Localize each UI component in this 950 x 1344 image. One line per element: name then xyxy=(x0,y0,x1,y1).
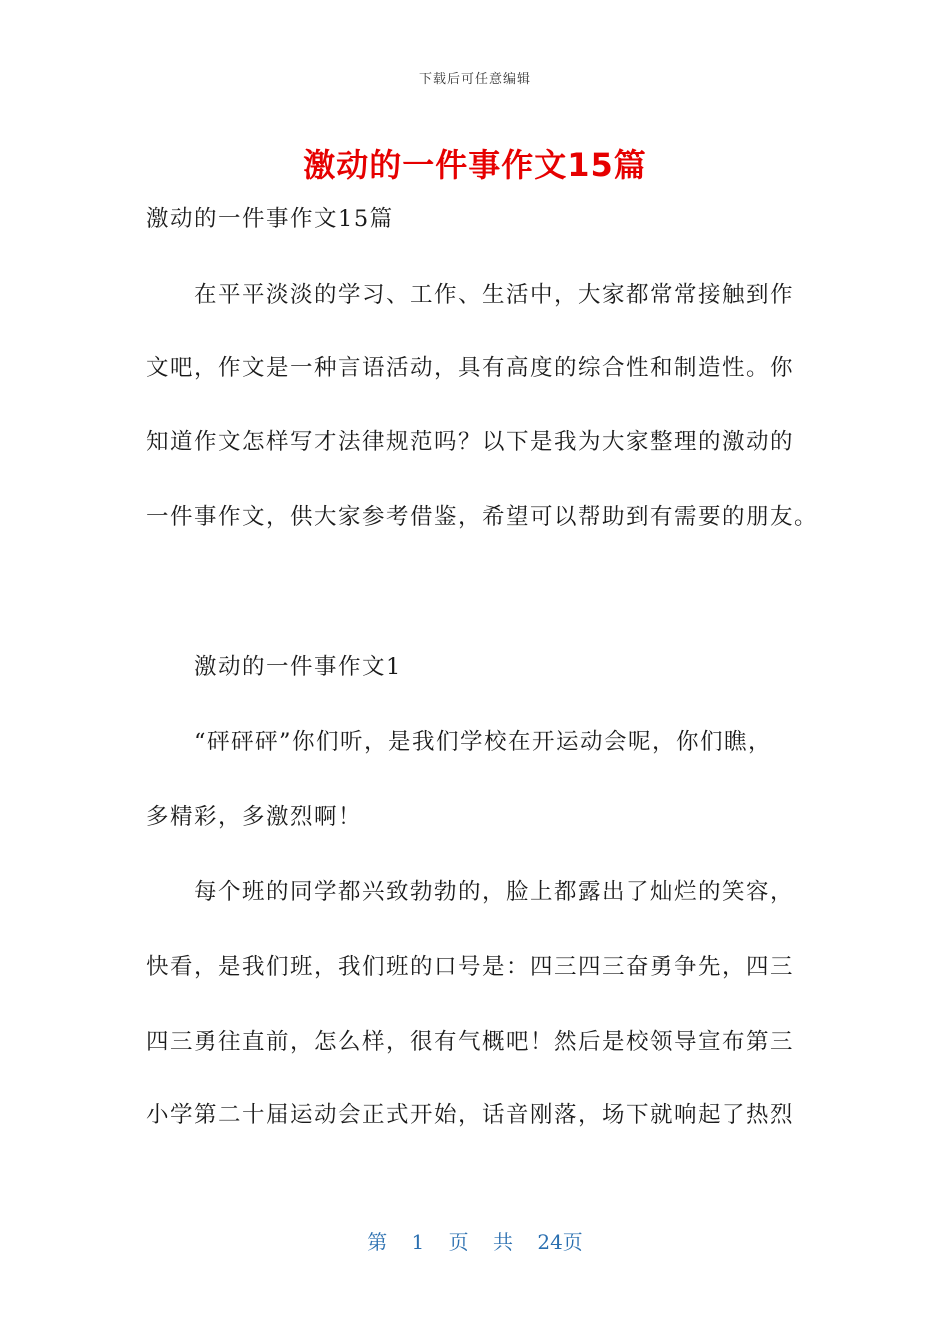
paragraph-line: 小学第二十届运动会正式开始，话音刚落，场下就响起了热烈 xyxy=(146,1102,795,1128)
paragraph-line: 在平平淡淡的学习、工作、生活中，大家都常常接触到作 xyxy=(194,282,795,308)
page-label-prefix: 第 xyxy=(367,1230,388,1254)
paragraph-line: 知道作文怎样写才法律规范吗？以下是我为大家整理的激动的 xyxy=(146,429,795,455)
paragraph-line: 快看，是我们班，我们班的口号是：四三四三奋勇争先，四三 xyxy=(146,954,795,980)
document-subtitle: 激动的一件事作文15篇 xyxy=(146,206,394,232)
document-title: 激动的一件事作文15篇 xyxy=(303,146,647,184)
section-heading: 激动的一件事作文1 xyxy=(194,654,402,680)
paragraph-line: 多精彩，多激烈啊！ xyxy=(146,804,363,830)
page-number: 1 xyxy=(411,1230,425,1254)
total-label: 共 xyxy=(493,1230,513,1254)
paragraph-line: 四三勇往直前，怎么样，很有气概吧！然后是校领导宣布第三 xyxy=(146,1029,795,1055)
page-label-mid: 页 xyxy=(448,1230,469,1254)
page-footer xyxy=(0,1226,950,1255)
paragraph-line: “砰砰砰”你们听，是我们学校在开运动会呢，你们瞧， xyxy=(194,729,773,755)
paragraph-line: 每个班的同学都兴致勃勃的，脸上都露出了灿烂的笑容， xyxy=(194,879,795,905)
paragraph-line: 一件事作文，供大家参考借鉴，希望可以帮助到有需要的朋友。 xyxy=(146,504,819,530)
header-note: 下载后可任意编辑 xyxy=(418,72,531,87)
paragraph-line: 文吧，作文是一种言语活动，具有高度的综合性和制造性。你 xyxy=(146,355,795,381)
total-pages: 24页 xyxy=(537,1230,583,1254)
